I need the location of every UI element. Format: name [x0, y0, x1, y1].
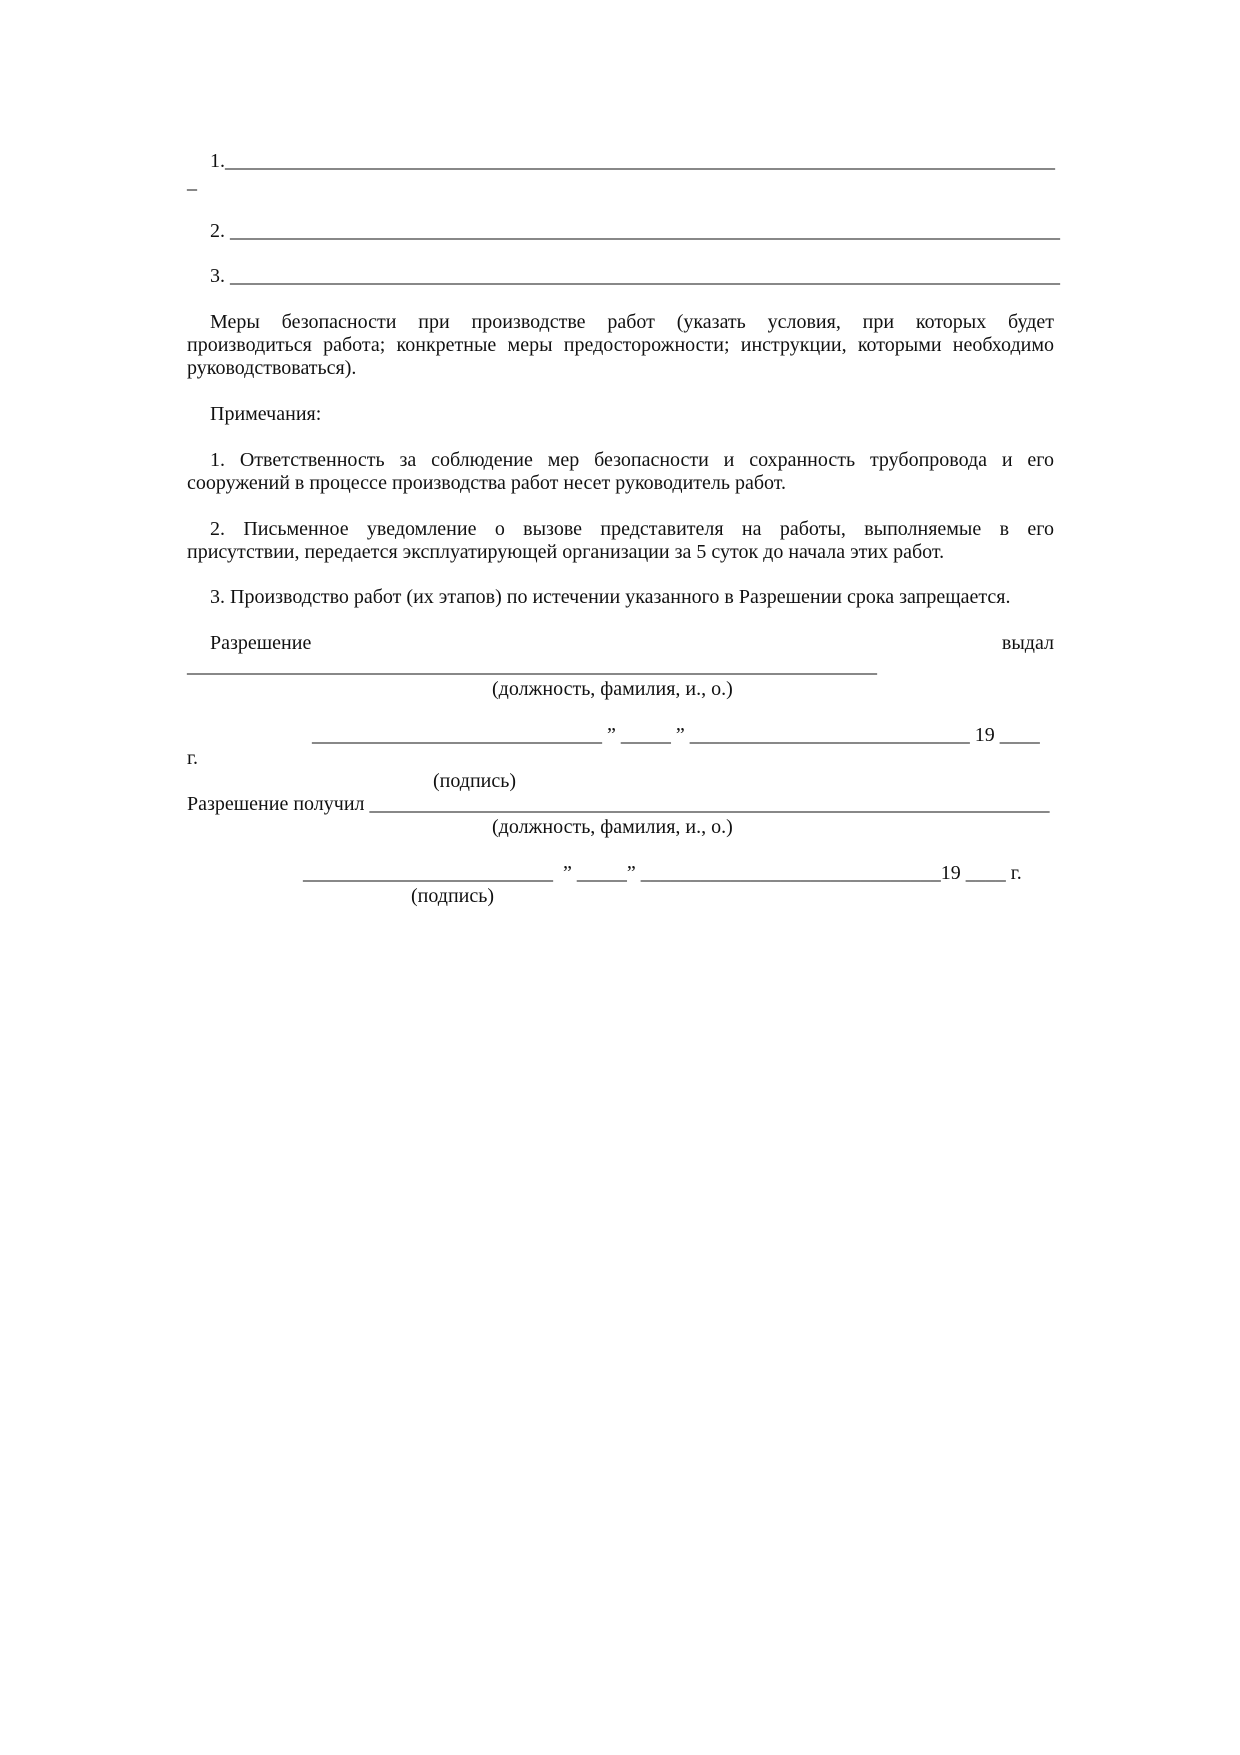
item-3-line: 3. ___________________________________________________________________________________ [210, 265, 1060, 287]
issued-label: Разрешение [210, 632, 312, 654]
note-1-line-1: 1. Ответственность за соблюдение мер безопасности и сохранность трубопровода и его [210, 449, 1054, 471]
notes-title: Примечания: [210, 403, 322, 425]
safety-paragraph-line-3: руководствоваться). [187, 357, 357, 379]
received-date-line: _________________________ ” _____” ______________________________19 ____ г. [303, 862, 1022, 884]
item-2-line: 2. ___________________________________________________________________________________ [210, 220, 1060, 242]
note-2-line-2: присутствии, передается эксплуатирующей организации за 5 суток до начала этих работ. [187, 541, 945, 563]
note-2-line-1: 2. Письменное уведомление о вызове представителя на работы, выполняемые в его [210, 518, 1054, 540]
note-1-line-2: сооружений в процессе производства работ несет руководитель работ. [187, 472, 787, 494]
issued-position-caption: (должность, фамилия, и., о.) [492, 678, 733, 700]
received-position-caption: (должность, фамилия, и., о.) [492, 816, 733, 838]
issued-date-line: _____________________________ ” _____ ” ____________________________ 19 ____ [312, 724, 1040, 746]
note-3: 3. Производство работ (их этапов) по истечении указанного в Разрешении срока запрещается. [210, 586, 1011, 608]
received-signature-caption: (подпись) [411, 885, 495, 907]
safety-paragraph-line-1: Меры безопасности при производстве работ (указать условия, при которых будет [210, 311, 1054, 333]
safety-paragraph-line-2: производиться работа; конкретные меры предосторожности; инструкции, которыми необходимо [187, 334, 1054, 356]
issued-signature-caption: (подпись) [433, 770, 517, 792]
issued-label-end: выдал [1001, 632, 1054, 654]
item-1-continuation: _ [187, 171, 197, 193]
item-1-line: 1.___________________________________________________________________________________ [210, 150, 1055, 172]
issued-year-suffix: г. [187, 747, 198, 769]
received-name-line: Разрешение получил ____________________________________________________________________ [187, 793, 1050, 815]
issued-name-line: _____________________________________________________________________ [187, 655, 877, 677]
